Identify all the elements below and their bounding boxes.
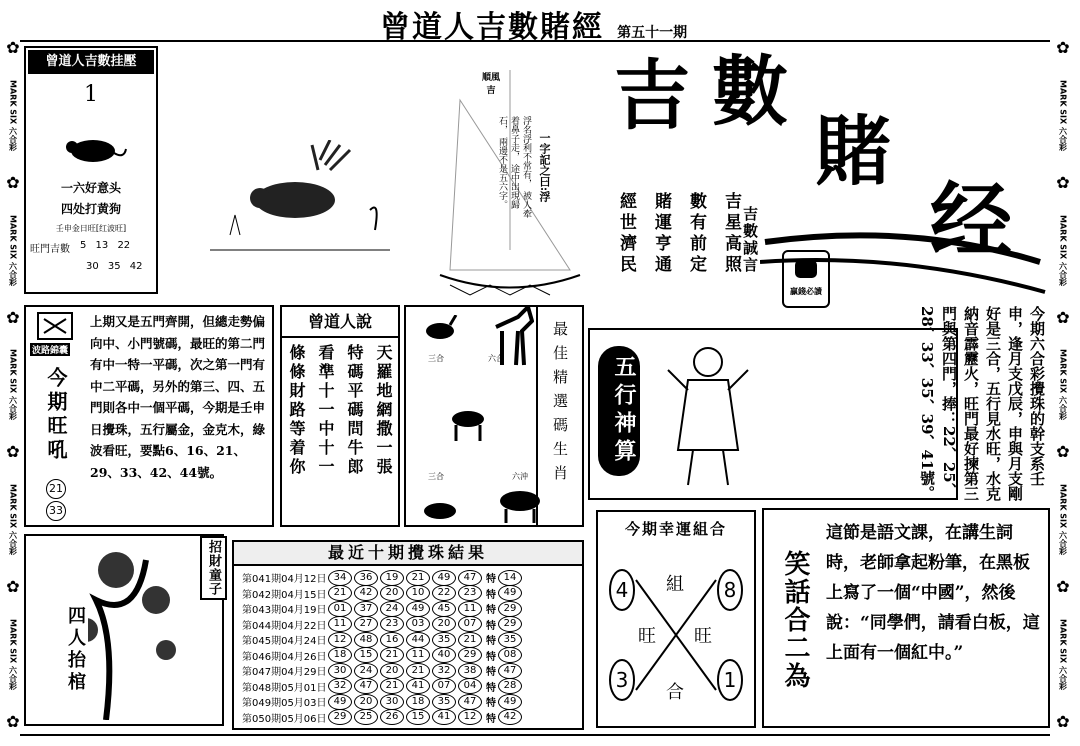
big-title-poem-col: 賭運亨通 xyxy=(651,192,671,276)
result-ball: 29 xyxy=(458,647,482,663)
result-special-label: 特 xyxy=(486,620,496,632)
pig-icon xyxy=(420,499,460,523)
side-mark-text: MARK SIX 六合彩 xyxy=(1058,214,1068,286)
result-ball: 45 xyxy=(432,601,456,617)
result-ball: 23 xyxy=(380,616,404,632)
results-title: 最近十期攪珠結果 xyxy=(234,542,582,566)
sail-poem-line: 被人牽着鼻子走， xyxy=(509,116,531,218)
flower-icon: ✿ xyxy=(1056,38,1070,57)
result-special-label: 特 xyxy=(486,605,496,617)
issue-number: 第五十一期 xyxy=(617,25,688,41)
says-box xyxy=(280,305,400,527)
result-row xyxy=(242,586,582,602)
result-ball: 15 xyxy=(354,647,378,663)
result-special-ball: 47 xyxy=(498,663,522,679)
result-ball: 49 xyxy=(432,570,456,586)
result-ball: 18 xyxy=(406,694,430,710)
big-title-char: 數 xyxy=(712,47,788,136)
result-ball: 40 xyxy=(432,647,456,663)
result-ball: 42 xyxy=(354,585,378,601)
joke-text: 這節是語文課，在講生詞時，老師拿起粉筆，在黑板上寫了一個“中國”，然後說：“同學們，請看白板，這上面有一個紅中。” xyxy=(826,523,1040,663)
big-title-poem xyxy=(614,192,744,276)
result-ball: 35 xyxy=(432,632,456,648)
result-row xyxy=(242,617,582,633)
wuxing-text: 今期六合彩攪珠的幹支系壬申，逢月支戊辰，申與月支剛好是三合，五行見水旺，水克納音霹靂火，旺門最好揀第三門與第四門，捧：22、25、28、33、35、39、41號。 xyxy=(918,306,1046,501)
big-title-poem-col: 經世濟民 xyxy=(616,192,636,276)
flower-icon: ✿ xyxy=(1056,442,1070,462)
rabbit-icon xyxy=(422,315,462,341)
result-ball: 01 xyxy=(328,601,352,617)
result-ball: 47 xyxy=(458,694,482,710)
result-special-ball: 49 xyxy=(498,585,522,601)
sail-poem-line: 途中出現歸石， xyxy=(497,116,519,209)
joke-title: 笑話合二為 xyxy=(780,550,810,690)
result-ball: 21 xyxy=(380,647,404,663)
result-ball: 16 xyxy=(380,632,404,648)
zhaocai-label: 四人抬棺 xyxy=(62,606,88,694)
result-ball: 26 xyxy=(380,709,404,725)
result-row-label: 第049期05月03日 xyxy=(242,698,327,710)
result-row xyxy=(242,648,582,664)
bag-icon xyxy=(32,311,78,341)
result-special-ball: 14 xyxy=(498,570,522,586)
big-title-poem-col: 吉星高照 xyxy=(721,192,741,276)
flower-icon: ✿ xyxy=(1056,577,1070,597)
result-ball: 44 xyxy=(406,632,430,648)
goat-icon xyxy=(446,399,490,443)
result-ball: 21 xyxy=(458,632,482,648)
result-special-label: 特 xyxy=(486,636,496,648)
result-ball: 41 xyxy=(406,678,430,694)
side-mark-text: MARK SIX 六合彩 xyxy=(8,79,18,151)
lucky-num: 3 xyxy=(615,668,629,692)
fist-icon xyxy=(791,254,821,282)
result-ball: 37 xyxy=(354,601,378,617)
result-row-label: 第042期04月15日 xyxy=(242,589,327,601)
wave-box xyxy=(24,305,274,527)
animal-label: 三合 xyxy=(428,472,444,481)
result-ball: 49 xyxy=(406,601,430,617)
result-ball: 21 xyxy=(406,570,430,586)
result-ball: 11 xyxy=(406,647,430,663)
says-col: 天羅地網撒一張 xyxy=(374,344,393,477)
side-mark-text: MARK SIX 六合彩 xyxy=(1058,79,1068,151)
result-ball: 07 xyxy=(458,616,482,632)
result-special-label: 特 xyxy=(486,589,496,601)
flower-icon: ✿ xyxy=(6,172,20,192)
says-cols xyxy=(282,344,398,477)
lucky-num: 8 xyxy=(723,578,737,602)
result-ball: 15 xyxy=(406,709,430,725)
result-row-label: 第044期04月22日 xyxy=(242,620,327,632)
result-row xyxy=(242,710,582,726)
lucky-bottom: 合 xyxy=(666,682,684,703)
result-special-ball: 29 xyxy=(498,616,522,632)
result-ball: 22 xyxy=(432,585,456,601)
sail-poem-line: 浮名浮利不常有， xyxy=(521,116,531,188)
lucky-right: 旺 xyxy=(694,626,712,647)
side-mark-text: MARK SIX 六合彩 xyxy=(8,484,18,556)
result-ball: 29 xyxy=(328,709,352,725)
result-ball: 49 xyxy=(328,694,352,710)
result-ball: 25 xyxy=(354,709,378,725)
result-row xyxy=(242,694,582,710)
zhaocai-box xyxy=(24,534,224,726)
result-ball: 12 xyxy=(328,632,352,648)
win-money-stamp xyxy=(782,250,830,308)
animal-label: 六合 xyxy=(488,354,504,363)
right-side-strip xyxy=(1052,40,1074,730)
flower-icon: ✿ xyxy=(6,711,20,731)
result-special-label: 特 xyxy=(486,574,496,586)
rat-icon xyxy=(58,127,128,167)
animal-label: 六沖 xyxy=(512,472,528,481)
poster-nums-row1: 5 13 22 xyxy=(80,240,131,251)
lucky-box xyxy=(596,510,756,728)
lucky-num: 4 xyxy=(615,578,629,602)
poster-poem-line1: 一六好意头 xyxy=(60,181,121,195)
win-money-label: 贏錢必讀 xyxy=(790,286,822,296)
result-ball: 20 xyxy=(354,694,378,710)
poster-label: 旺門吉數 xyxy=(30,244,70,255)
result-ball: 18 xyxy=(328,647,352,663)
wave-text: 上期又是五門齊開，但總走勢偏向中、小門號碼，最旺的第二門有中一特一平碼，次之第一門有中二平碼，另外的第三、四、五門則各中一個平碼，今期是壬申日攪珠，五行屬金，金克木，綠波看旺，要點6、16、21、29、33、42、44號。 xyxy=(90,314,266,480)
result-ball: 10 xyxy=(406,585,430,601)
result-ball: 48 xyxy=(354,632,378,648)
result-special-ball: 29 xyxy=(498,601,522,617)
flower-icon: ✿ xyxy=(6,442,20,462)
result-ball: 32 xyxy=(432,663,456,679)
result-ball: 30 xyxy=(380,694,404,710)
big-title-side-label: 吉數誠言 xyxy=(741,206,759,274)
wave-vertical-title: 今期旺吼 xyxy=(44,367,68,463)
poster-box xyxy=(24,46,158,294)
result-ball: 35 xyxy=(432,694,456,710)
side-mark-text: MARK SIX 六合彩 xyxy=(8,214,18,286)
result-ball: 27 xyxy=(354,616,378,632)
sail-poem xyxy=(460,116,532,226)
poster-title: 曾道人吉數挂壓 xyxy=(28,50,154,74)
animals-box xyxy=(404,305,584,527)
result-row-label: 第046期04月26日 xyxy=(242,651,327,663)
result-row xyxy=(242,601,582,617)
result-ball: 34 xyxy=(328,570,352,586)
result-ball: 24 xyxy=(354,663,378,679)
wave-circled-num: 21 xyxy=(46,479,66,499)
joke-box xyxy=(762,508,1050,728)
says-col: 特碼平碼問牛郎 xyxy=(345,344,364,477)
poster-note: 壬申金日旺[红波旺] xyxy=(55,224,127,233)
lucky-title: 今期幸運組合 xyxy=(624,520,727,538)
left-side-strip xyxy=(2,40,24,730)
result-ball: 23 xyxy=(458,585,482,601)
big-title-char: 賭 xyxy=(815,107,891,196)
result-special-ball: 42 xyxy=(498,709,522,725)
flower-icon: ✿ xyxy=(6,38,20,57)
result-ball: 36 xyxy=(354,570,378,586)
big-title-char: 吉 xyxy=(614,51,690,140)
result-row xyxy=(242,570,582,586)
side-mark-text: MARK SIX 六合彩 xyxy=(1058,349,1068,421)
result-ball: 21 xyxy=(406,663,430,679)
result-row xyxy=(242,679,582,695)
wave-circled-num: 33 xyxy=(46,501,66,521)
result-ball: 19 xyxy=(380,570,404,586)
poster-nums xyxy=(26,240,156,255)
result-ball: 30 xyxy=(328,663,352,679)
result-ball: 04 xyxy=(458,678,482,694)
result-row-label: 第048期05月01日 xyxy=(242,682,327,694)
sail-stamp: 順風 吉 xyxy=(481,73,500,96)
result-special-ball: 08 xyxy=(498,647,522,663)
result-ball: 03 xyxy=(406,616,430,632)
result-ball: 21 xyxy=(380,678,404,694)
flower-icon: ✿ xyxy=(1056,172,1070,192)
result-special-ball: 28 xyxy=(498,678,522,694)
lucky-top: 組 xyxy=(666,574,684,595)
flower-icon: ✿ xyxy=(1056,307,1070,327)
result-row-label: 第045期04月24日 xyxy=(242,636,327,648)
result-ball: 41 xyxy=(432,709,456,725)
result-ball: 47 xyxy=(458,570,482,586)
animal-label: 三合 xyxy=(428,354,444,363)
result-ball: 11 xyxy=(458,601,482,617)
header-rule xyxy=(20,40,1050,42)
result-ball: 20 xyxy=(380,663,404,679)
poster-poem-line2: 四处打黄狗 xyxy=(60,202,121,216)
result-ball: 32 xyxy=(328,678,352,694)
results-rows xyxy=(234,566,582,725)
result-ball: 47 xyxy=(354,678,378,694)
bottom-rule xyxy=(20,734,1050,736)
flower-icon: ✿ xyxy=(6,307,20,327)
wave-circled xyxy=(46,477,66,521)
flower-icon: ✿ xyxy=(1056,711,1070,731)
zhaocai-tag: 招財童子 xyxy=(200,536,227,600)
wuxing-title: 五行神算 xyxy=(598,346,640,476)
result-row-label: 第043期04月19日 xyxy=(242,605,327,617)
sail-title: 一字記之曰:浮 xyxy=(538,132,551,203)
result-ball: 20 xyxy=(432,616,456,632)
side-mark-text: MARK SIX 六合彩 xyxy=(1058,619,1068,691)
says-title: 曾道人說 xyxy=(282,307,398,338)
result-special-label: 特 xyxy=(486,651,496,663)
result-row xyxy=(242,663,582,679)
says-col: 看準十一中十一 xyxy=(316,344,335,477)
result-special-label: 特 xyxy=(486,698,496,710)
side-mark-text: MARK SIX 六合彩 xyxy=(8,619,18,691)
result-ball: 24 xyxy=(380,601,404,617)
result-row-label: 第047期04月29日 xyxy=(242,667,327,679)
result-special-ball: 49 xyxy=(498,694,522,710)
ox-illustration-icon xyxy=(200,140,400,260)
result-special-ball: 35 xyxy=(498,632,522,648)
result-special-label: 特 xyxy=(486,713,496,725)
animals-side-label: 最佳精選碼生肖 xyxy=(551,321,569,489)
big-title-poem-col: 數有前定 xyxy=(686,192,706,276)
result-special-label: 特 xyxy=(486,682,496,694)
page-title: 曾道人吉數賭經 xyxy=(380,10,604,45)
result-row xyxy=(242,632,582,648)
result-ball: 11 xyxy=(328,616,352,632)
deity-figure-icon xyxy=(658,340,758,490)
side-mark-text: MARK SIX 六合彩 xyxy=(1058,484,1068,556)
poster-nums-row2: 30 35 42 xyxy=(86,261,143,272)
result-ball: 38 xyxy=(458,663,482,679)
big-title-char: 经 xyxy=(930,173,1013,269)
result-ball: 12 xyxy=(458,709,482,725)
result-ball: 21 xyxy=(328,585,352,601)
sail-poem-line: 兩邊不是五六字。 xyxy=(497,136,507,209)
lucky-left: 旺 xyxy=(638,626,656,647)
poster-number: 1 xyxy=(84,82,98,107)
says-col: 條條財路等着你 xyxy=(287,344,306,477)
result-ball: 20 xyxy=(380,585,404,601)
result-row-label: 第041期04月12日 xyxy=(242,574,327,586)
flower-icon: ✿ xyxy=(6,577,20,597)
result-special-label: 特 xyxy=(486,667,496,679)
result-ball: 07 xyxy=(432,678,456,694)
wave-icon-label: 波路錦囊 xyxy=(30,343,70,356)
lucky-num: 1 xyxy=(723,668,737,692)
side-mark-text: MARK SIX 六合彩 xyxy=(8,349,18,421)
results-box xyxy=(232,540,584,730)
result-row-label: 第050期05月06日 xyxy=(242,713,327,725)
